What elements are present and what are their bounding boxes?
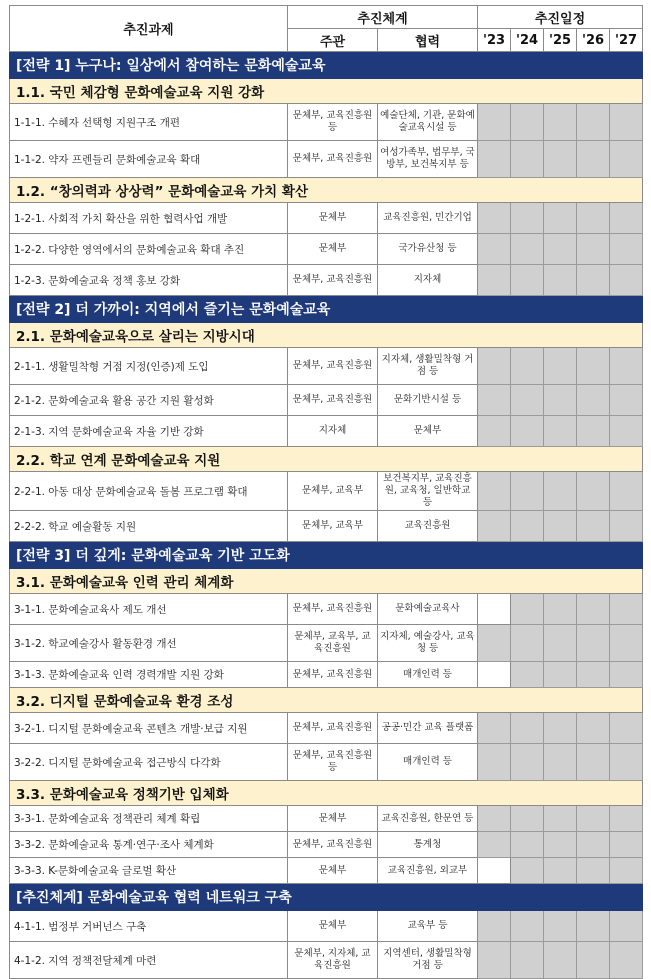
task-row [10, 911, 643, 942]
lead-header: 주관 [288, 29, 378, 52]
coop-org: 교육진흥원, 한문연 등 [378, 806, 478, 832]
task-name: 3-1-2. 학교예술강사 활동환경 개선 [10, 625, 288, 662]
coop-org: 예술단체, 기관, 문화예술교육시설 등 [378, 104, 478, 141]
lead-org: 문체부 [288, 911, 378, 942]
year-header: '26 [577, 29, 610, 52]
topic-header: 추진과제 [10, 6, 288, 52]
lead-org: 문체부, 교육부 [288, 472, 378, 511]
schedule-cell-active [544, 141, 577, 178]
schedule-cell-active [610, 625, 643, 662]
schedule-cell-active [511, 385, 544, 416]
schedule-cell-active [511, 104, 544, 141]
schedule-cell-active [478, 385, 511, 416]
strategy-title: [전략 1] 누구나: 일상에서 참여하는 문화예술교육 [10, 52, 643, 79]
schedule-cell-active [577, 858, 610, 884]
lead-org: 문체부, 교육진흥원 [288, 265, 378, 296]
schedule-cell-active [511, 858, 544, 884]
schedule-cell-active [544, 713, 577, 744]
task-row [10, 472, 643, 511]
schedule-cell-active [478, 744, 511, 781]
schedule-cell-active [511, 662, 544, 688]
task-name: 1-1-2. 약자 프렌들리 문화예술교육 확대 [10, 141, 288, 178]
task-row [10, 713, 643, 744]
task-name: 3-1-1. 문화예술교육사 제도 개선 [10, 594, 288, 625]
coop-org: 교육진흥원, 민간기업 [378, 203, 478, 234]
schedule-cell-active [478, 806, 511, 832]
schedule-cell-active [544, 416, 577, 447]
schedule-cell-active [544, 472, 577, 511]
lead-org: 문체부 [288, 806, 378, 832]
year-header: '25 [544, 29, 577, 52]
lead-org: 문체부, 교육진흥원 [288, 594, 378, 625]
schedule-cell-active [544, 104, 577, 141]
schedule-cell-active [610, 265, 643, 296]
schedule-cell-active [577, 594, 610, 625]
schedule-cell-active [478, 832, 511, 858]
coop-org: 여성가족부, 법무부, 국방부, 보건복지부 등 [378, 141, 478, 178]
schedule-cell-active [577, 416, 610, 447]
schedule-cell-active [577, 104, 610, 141]
task-name: 2-2-1. 아동 대상 문화예술교육 돌봄 프로그램 확대 [10, 472, 288, 511]
schedule-cell-active [610, 472, 643, 511]
schedule-cell-active [511, 348, 544, 385]
schedule-cell-active [478, 713, 511, 744]
schedule-cell-active [511, 511, 544, 542]
schedule-cell-active [478, 203, 511, 234]
section-title: 1.2. “창의력과 상상력” 문화예술교육 가치 확산 [10, 178, 643, 203]
schedule-cell-active [544, 662, 577, 688]
schedule-cell-active [478, 511, 511, 542]
coop-org: 통계청 [378, 832, 478, 858]
schedule-cell-active [610, 832, 643, 858]
lead-org: 문체부, 교육진흥원 [288, 348, 378, 385]
coop-org: 교육부 등 [378, 911, 478, 942]
schedule-cell-active [577, 348, 610, 385]
schedule-cell-active [511, 594, 544, 625]
lead-org: 지자체 [288, 416, 378, 447]
task-name: 3-3-3. K-문화예술교육 글로벌 확산 [10, 858, 288, 884]
year-header: '23 [478, 29, 511, 52]
task-row [10, 625, 643, 662]
lead-org: 문체부, 교육진흥원 등 [288, 104, 378, 141]
schedule-cell-active [610, 911, 643, 942]
task-name: 3-2-1. 디지털 문화예술교육 콘텐츠 개발·보급 지원 [10, 713, 288, 744]
lead-org: 문체부 [288, 203, 378, 234]
task-name: 2-1-2. 문화예술교육 활용 공간 지원 활성화 [10, 385, 288, 416]
schedule-cell-active [610, 104, 643, 141]
task-row [10, 832, 643, 858]
coop-org: 문화예술교육사 [378, 594, 478, 625]
coop-org: 교육진흥원, 외교부 [378, 858, 478, 884]
task-row [10, 141, 643, 178]
table-header [10, 6, 643, 52]
schedule-cell-active [610, 511, 643, 542]
schedule-cell-active [577, 511, 610, 542]
task-name: 1-2-1. 사회적 가치 확산을 위한 협력사업 개발 [10, 203, 288, 234]
schedule-cell-active [610, 141, 643, 178]
schedule-cell-active [577, 911, 610, 942]
schedule-cell-active [478, 911, 511, 942]
task-name: 2-1-1. 생활밀착형 거점 지정(인증)제 도입 [10, 348, 288, 385]
schedule-cell-active [511, 713, 544, 744]
table-body [10, 52, 643, 979]
schedule-cell-active [610, 594, 643, 625]
schedule-cell-active [610, 234, 643, 265]
section-title: 2.1. 문화예술교육으로 살리는 지방시대 [10, 323, 643, 348]
strategy-row [10, 542, 643, 569]
schedule-cell-active [610, 385, 643, 416]
coop-org: 공공·민간 교육 플랫폼 [378, 713, 478, 744]
schedule-cell-active [610, 662, 643, 688]
task-row [10, 348, 643, 385]
schedule-cell-active [478, 141, 511, 178]
task-row [10, 385, 643, 416]
task-row [10, 203, 643, 234]
task-name: 3-1-3. 문화예술교육 인력 경력개발 지원 강화 [10, 662, 288, 688]
task-name: 1-2-3. 문화예술교육 정책 홍보 강화 [10, 265, 288, 296]
schedule-cell-active [577, 203, 610, 234]
lead-org: 문체부, 교육진흥원 [288, 832, 378, 858]
schedule-cell-active [610, 348, 643, 385]
schedule-cell-active [511, 141, 544, 178]
schedule-cell-active [478, 942, 511, 979]
schedule-cell-active [610, 416, 643, 447]
task-row [10, 511, 643, 542]
schedule-cell-active [577, 472, 610, 511]
year-header: '24 [511, 29, 544, 52]
strategy-title: [추진체계] 문화예술교육 협력 네트워크 구축 [10, 884, 643, 911]
task-name: 3-2-2. 디지털 문화예술교육 접근방식 다각화 [10, 744, 288, 781]
schedule-cell-active [544, 265, 577, 296]
plan-table [9, 5, 643, 979]
coop-org: 교육진흥원 [378, 511, 478, 542]
schedule-cell-active [478, 265, 511, 296]
section-row [10, 688, 643, 713]
schedule-cell-active [544, 625, 577, 662]
task-name: 3-3-2. 문화예술교육 통계·연구·조사 체계화 [10, 832, 288, 858]
schedule-cell-empty [478, 858, 511, 884]
schedule-cell-active [577, 662, 610, 688]
section-row [10, 569, 643, 594]
coop-org: 매개인력 등 [378, 744, 478, 781]
coop-org: 문화기반시설 등 [378, 385, 478, 416]
section-row [10, 781, 643, 806]
schedule-cell-active [544, 744, 577, 781]
section-row [10, 178, 643, 203]
schedule-cell-active [610, 744, 643, 781]
section-row [10, 323, 643, 348]
schedule-cell-active [511, 625, 544, 662]
schedule-cell-active [544, 858, 577, 884]
schedule-cell-active [511, 472, 544, 511]
schedule-cell-active [478, 104, 511, 141]
coop-header: 협력 [378, 29, 478, 52]
task-name: 3-3-1. 문화예술교육 정책관리 체계 확립 [10, 806, 288, 832]
schedule-cell-active [511, 806, 544, 832]
schedule-cell-active [478, 348, 511, 385]
strategy-title: [전략 2] 더 가까이: 지역에서 즐기는 문화예술교육 [10, 296, 643, 323]
schedule-cell-active [544, 942, 577, 979]
task-row [10, 594, 643, 625]
coop-org: 지역센터, 생활밀착형 거점 등 [378, 942, 478, 979]
schedule-cell-active [478, 625, 511, 662]
task-name: 2-1-3. 지역 문화예술교육 자율 기반 강화 [10, 416, 288, 447]
schedule-cell-active [577, 832, 610, 858]
task-row [10, 662, 643, 688]
schedule-cell-active [544, 832, 577, 858]
task-row [10, 744, 643, 781]
section-row [10, 79, 643, 104]
task-name: 2-2-2. 학교 예술활동 지원 [10, 511, 288, 542]
schedule-cell-active [511, 265, 544, 296]
coop-org: 지자체, 예술강사, 교육청 등 [378, 625, 478, 662]
section-title: 3.2. 디지털 문화예술교육 환경 조성 [10, 688, 643, 713]
task-row [10, 416, 643, 447]
schedule-cell-active [577, 713, 610, 744]
section-title: 2.2. 학교 연계 문화예술교육 지원 [10, 447, 643, 472]
schedule-cell-active [577, 806, 610, 832]
strategy-row [10, 884, 643, 911]
section-title: 3.1. 문화예술교육 인력 관리 체계화 [10, 569, 643, 594]
task-row [10, 942, 643, 979]
schedule-cell-active [511, 234, 544, 265]
task-row [10, 234, 643, 265]
coop-org: 국가유산청 등 [378, 234, 478, 265]
schedule-cell-active [511, 911, 544, 942]
schedule-cell-active [544, 385, 577, 416]
task-row [10, 806, 643, 832]
schedule-cell-active [577, 385, 610, 416]
task-row [10, 104, 643, 141]
schedule-cell-active [478, 472, 511, 511]
task-row [10, 265, 643, 296]
schedule-cell-active [544, 348, 577, 385]
lead-org: 문체부, 교육진흥원 [288, 713, 378, 744]
schedule-cell-empty [478, 594, 511, 625]
schedule-cell-active [478, 416, 511, 447]
schedule-cell-active [610, 806, 643, 832]
schedule-cell-active [544, 911, 577, 942]
schedule-cell-active [511, 744, 544, 781]
schedule-cell-active [511, 203, 544, 234]
schedule-cell-active [511, 416, 544, 447]
lead-org: 문체부, 교육진흥원 [288, 385, 378, 416]
coop-org: 지자체, 생활밀착형 거점 등 [378, 348, 478, 385]
schedule-cell-empty [478, 662, 511, 688]
strategy-row [10, 52, 643, 79]
lead-org: 문체부, 교육부, 교육진흥원 [288, 625, 378, 662]
lead-org: 문체부 [288, 858, 378, 884]
schedule-cell-active [544, 203, 577, 234]
lead-org: 문체부, 지자체, 교육진흥원 [288, 942, 378, 979]
lead-org: 문체부, 교육부 [288, 511, 378, 542]
schedule-header: 추진일정 [478, 6, 643, 29]
schedule-cell-active [577, 625, 610, 662]
coop-org: 문체부 [378, 416, 478, 447]
lead-org: 문체부 [288, 234, 378, 265]
schedule-cell-active [577, 265, 610, 296]
schedule-cell-active [610, 713, 643, 744]
schedule-cell-active [610, 942, 643, 979]
section-row [10, 447, 643, 472]
section-title: 1.1. 국민 체감형 문화예술교육 지원 강화 [10, 79, 643, 104]
schedule-cell-active [511, 942, 544, 979]
schedule-cell-active [544, 511, 577, 542]
system-header: 추진체계 [288, 6, 478, 29]
schedule-cell-active [544, 234, 577, 265]
schedule-cell-active [610, 203, 643, 234]
schedule-cell-active [544, 594, 577, 625]
schedule-cell-active [511, 832, 544, 858]
strategy-title: [전략 3] 더 깊게: 문화예술교육 기반 고도화 [10, 542, 643, 569]
schedule-cell-active [577, 942, 610, 979]
lead-org: 문체부, 교육진흥원 [288, 662, 378, 688]
schedule-cell-active [577, 744, 610, 781]
coop-org: 보건복지부, 교육진흥원, 교육청, 일반학교 등 [378, 472, 478, 511]
schedule-cell-active [577, 234, 610, 265]
task-row [10, 858, 643, 884]
lead-org: 문체부, 교육진흥원 [288, 141, 378, 178]
task-name: 1-1-1. 수혜자 선택형 지원구조 개편 [10, 104, 288, 141]
task-name: 4-1-2. 지역 정책전달체계 마련 [10, 942, 288, 979]
section-title: 3.3. 문화예술교육 정책기반 입체화 [10, 781, 643, 806]
schedule-cell-active [610, 858, 643, 884]
lead-org: 문체부, 교육진흥원 등 [288, 744, 378, 781]
plan-table-container [9, 5, 642, 979]
schedule-cell-active [544, 806, 577, 832]
coop-org: 매개인력 등 [378, 662, 478, 688]
coop-org: 지자체 [378, 265, 478, 296]
year-header: '27 [610, 29, 643, 52]
schedule-cell-active [478, 234, 511, 265]
schedule-cell-active [577, 141, 610, 178]
task-name: 4-1-1. 범정부 거버넌스 구축 [10, 911, 288, 942]
task-name: 1-2-2. 다양한 영역에서의 문화예술교육 확대 추진 [10, 234, 288, 265]
strategy-row [10, 296, 643, 323]
